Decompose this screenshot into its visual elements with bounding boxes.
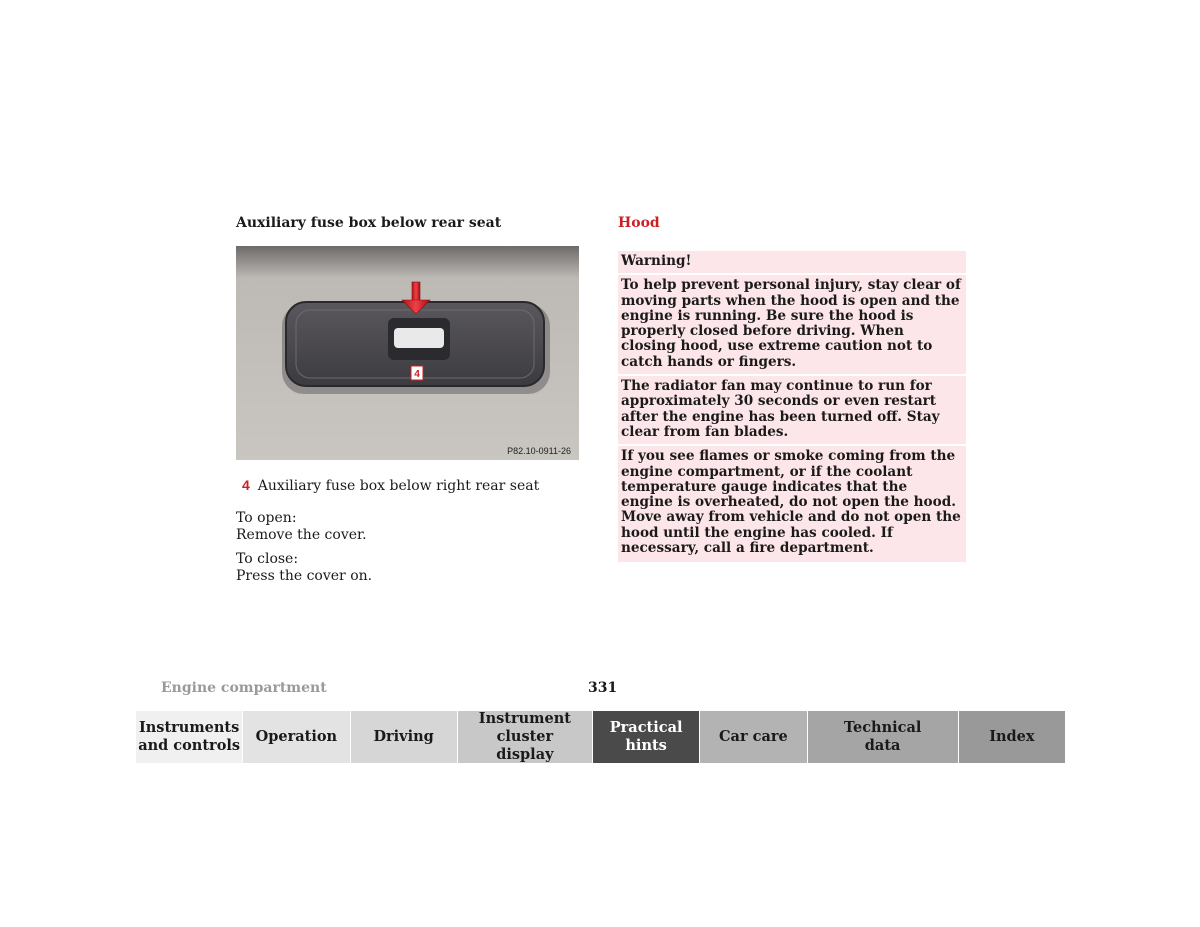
tab-technical-data[interactable]: Technical data (808, 711, 959, 763)
close-text: Press the cover on. (236, 568, 373, 584)
close-instructions (236, 551, 372, 585)
caption-number: 4 (242, 477, 250, 493)
figure-code: P82.10-0911-26 (507, 446, 571, 456)
chapter-navigation (136, 711, 1065, 763)
tab-index[interactable]: Index (959, 711, 1065, 763)
warning-paragraph-3: If you see flames or smoke coming from the engine compartment, or if the coolant temperature gauge indicates that the engine is overheated, do not open the hood. Move away from vehicle and do not open the hood until the engine has cooled. If necessary, call a fire department. (621, 448, 961, 557)
page-number: 331 (588, 680, 618, 696)
warning-title: Warning! (618, 251, 966, 275)
tab-practical-hints[interactable]: Practical hints (593, 711, 700, 763)
tab-instruments-and-controls[interactable]: Instruments and controls (136, 711, 243, 763)
warning-paragraph-1: To help prevent personal injury, stay clear of moving parts when the hood is open and the engine is running. Be sure the hood is properly closed before driving. When closing hood, use extreme caution not to catch hands or fingers. (618, 275, 966, 376)
figure-caption (242, 477, 539, 494)
tab-operation[interactable]: Operation (243, 711, 350, 763)
open-label: To open: (236, 510, 297, 526)
tab-driving[interactable]: Driving (351, 711, 458, 763)
fuse-box-illustration (236, 246, 579, 460)
figure-callout-4: 4 (414, 369, 420, 380)
tab-car-care[interactable]: Car care (700, 711, 807, 763)
section-heading-fuse-box: Auxiliary fuse box below rear seat (236, 215, 502, 231)
tab-instrument-cluster-display[interactable]: Instrument cluster display (458, 711, 593, 763)
warning-paragraph-2: The radiator fan may continue to run for approximately 30 seconds or even restart after the engine has been turned off. Stay clear from fan blades. (618, 376, 966, 446)
open-text: Remove the cover. (236, 527, 367, 543)
warning-box (618, 251, 966, 562)
open-instructions (236, 510, 367, 544)
section-heading-hood: Hood (618, 215, 660, 231)
close-label: To close: (236, 551, 299, 567)
footer-section-title: Engine compartment (161, 680, 327, 696)
caption-text: Auxiliary fuse box below right rear seat (257, 478, 540, 494)
